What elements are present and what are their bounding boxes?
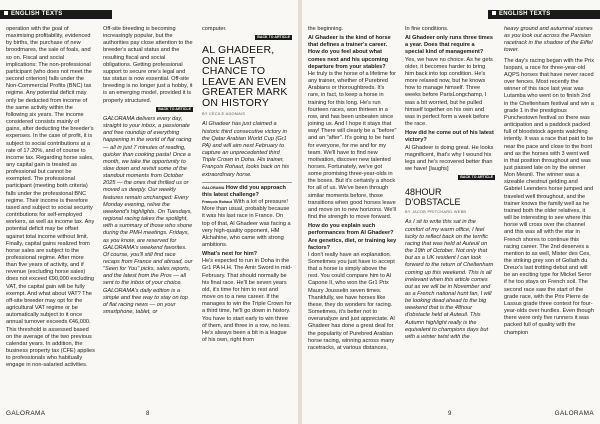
obstacle-intro-end: heavy ground and autumnal scenes as you look out across the Parisian racetrack in the shadow of the Eiffel tower.: [504, 26, 593, 54]
answer-1: With a lot of pressure! More than usual, probably because it was his last race in France. On top of that, Al Ghadeer was facing a very high-quality opponent, HM Alchahine, who came with strong ambitions.: [202, 199, 291, 248]
question-5: Al Ghadeer only runs three times a year. Does that require a special kind of management?: [405, 35, 493, 56]
back-to-article-button[interactable]: BACK TO ARTICLE: [257, 35, 290, 40]
left-column-3: [202, 26, 292, 396]
right-column-2: [405, 26, 495, 396]
question-3: Al Ghadeer is the kind of horse that defines a trainer's career. How do you feel about what comes next and his upcoming departure from your stables?: [308, 35, 391, 70]
continued-text-2: In fine conditions.: [405, 26, 449, 32]
byline: BY CÉCILE ADOMAIS: [202, 112, 246, 117]
divider: [202, 182, 292, 183]
footer-brand-left: GALORAMA: [6, 410, 46, 417]
question-4: How do you explain such performances from Al Ghadeer? Are genetics, diet, or training key factors?: [308, 223, 397, 251]
trainer-label: François Rohaut: [202, 200, 232, 205]
article-title-obstacle: 48HOUR D'OBSTACLE: [405, 187, 461, 208]
square-icon: [492, 11, 496, 15]
breeding-text: Off-site breeding is becoming increasingly popular, but the authorities pay close attention to the breeder's actual status and the resulting fiscal and social obligations. Getting professional support to secure one's legal and tax status is now essential. Off-site breeding is no longer just a hobby, it is an emerging model, provided it is properly structured.: [103, 26, 193, 104]
square-icon: [4, 11, 8, 15]
answer-6: Al Ghadeer is doing great. He looks magnificent, that's why I wound his legs and he's recovered better than we have! [laughs]: [405, 144, 494, 172]
obstacle-intro: As I sit to write this sat in the comfort of my warm office, I feel lucky to reflect back on the terrific racing that was held at Auteuil on the 19th of October. Not only that but as a UK resident I can look forward to the return of Cheltenham coming up this weekend. This is all irrelevant when this article comes out as we will be in November and as a French national hunt fan, I will be looking dead ahead to the big weekend that is the 48hour d'obstacle held at Auteuil. This Autumn highlight really is the equivalent to champions days but with a winter twist with the: [405, 219, 494, 340]
galorama-promo-text: GALORAMA delivers every day, straight to your inbox, a passionate and free roundup of everything happening in the world of flat racing — all in just 7 minutes of reading, quicker than cooking pasta! Once a month, we take the opportunity to slow down and revisit some of the standout moments from October 2025 — the ones that thrilled us or moved us deeply. Our weekly features remain unchanged: Every Monday evening, relive the weekend's highlights. On Tuesdays, regional racing takes the spotlight, with a summary of those who shone during the PMH meetings. Fridays, as you know, are reserved for GALORAMA's weekend favorites. Of course, you'll still find race recaps from France and abroad, our "Seen for You" picks, sales reports, and the latest from the Pros — all sent to the inbox of your choice. GALORAMA's daily edition is a simple and free way to stay on top of flat racing news — on your smartphone, tablet, or: [103, 115, 193, 316]
promo-end-text: computer.: [202, 26, 227, 32]
tax-text: operation with the goal of maximising profitability, evidenced by births, the purchase of new broodmares, the sale of foals, and so on. Fiscal and social implications: The non-professional participant (who does not meet the second criterion) falls under the Non-Commercial Profits (BNC) tax regime. Any potential deficit may only be deducted from income of the same activity within the following six years. The income considered consists mainly of gains, after deducting the breeder's expenses. In the case of profit, it is subject to social contributions at a rate of 17.20%, and of course to income tax. Regarding horse sales, any capital gain is treated as professional but cannot be exempted. The professional participant (meeting both criteria) falls under the professional BNC regime. Their income is therefore taxed and subject to social security contributions for self-employed workers, as well as income tax. Any potential deficit may be offset against total income without limit. Finally, capital gains realized from horse sales are subject to the professional regime. After more than five years of activity, and if revenue (excluding horse sales) does not exceed €90,000 excluding VAT, the capital gain will be fully exempt. And what about VAT? The off-site breeder may opt for the agricultural VAT regime or be automatically subject to it once annual turnover exceeds €46,000. This threshold is assessed based on the average of the two previous calendar years. In addition, the business property tax (CFE) applies to professionals who habitually engage in non-salaried activities.: [6, 26, 95, 369]
page-number-right: 9: [448, 411, 452, 417]
article-title: AL GHADEER, ONE LAST CHANCE TO LEAVE AN EVEN GREATER MARK ON HISTORY: [202, 44, 288, 109]
article-intro: Al Ghadeer has just claimed a historic third consecutive victory in the Qatar Arabian World Cup (Gr1 PA) and will aim next February to capture an unprecedented third Triple Crown in Doha. His trainer, François Rohaut, looks back on his extraordinary horse.: [202, 121, 290, 178]
answer-3: He truly is the horse of a lifetime for any trainer, whether of Purebred Arabians or thoroughbreds. It's rare, in fact, to keep a horse in training for this long. He's run fourteen races, won thirteen in a row, and has been unbeaten since joining us. And I hope it stays that way! There will clearly be a "before" and an "after". It's going to be hard for everyone, for me and for my team. We'll have to find new motivation, discover new talented horses. Fortunately, we've got some promising three-year-olds in the boxes. But it's certainly a shock for all of us. We've been through similar moments before, those transitions when good horses leave and move on to new horizons. We'll find the strength to move forward.: [308, 70, 397, 221]
byline-obstacle: BY JACOB PRITCHARD-WEBB: [405, 210, 467, 215]
right-page: [302, 0, 600, 424]
answer-5: Yes, we have no choice. As he gets older, it becomes harder to bring him back into top condition. He's more relaxed now, but he knows how to manage himself. Three weeks before ParisLongchamp, I was a bit worried, but he pulled himself together on his own and was in perfect form a week before the race.: [405, 56, 493, 128]
galorama-label: GALORAMA: [202, 185, 225, 190]
left-page: [0, 0, 298, 424]
left-column-2: [103, 26, 193, 396]
section-header-right: ENGLISH TEXTS: [488, 10, 600, 19]
section-header-left: ENGLISH TEXTS: [0, 10, 112, 19]
back-to-article-button[interactable]: BACK TO ARTICLE: [460, 175, 493, 180]
left-column-1: [6, 26, 95, 396]
continued-text: the beginning.: [308, 26, 344, 32]
race-report-text: The day's racing began with the Prix Isopani, a race for three-year-old AQPS horses that have never raced over fences. Most recently the winner of this race last year was Lutamba who went on to finish 2nd in the Cheltenham festival and win a grade 1 in the prestigious Punchestown festival so there was anticipation and a paddock packed full of bloodstock agents watching intently. It was a race that paid to be near the pace and close to the front and as the horses with 3 went well in that position throughout and was just passed late on by the winner Mon Mesnil. The winner was a sizeable chestnut gelding and Gabriel Leenders horse jumped and traveled well throughout, and the trainer knows the family well as he trained both the older relatives, it will be interesting to see where this horse will cross over the channel and this was all with the star in French shores to continue this racing career. The 2nd deserves a mention to as well, Mister des Ces, the striking grey son of Goliath du Dreux's last trotting debut and will be an exciting type for Mickel Seror if he too stays on French soil. The second race saw the start of the grade race, with the Prix Pierre de Lassus grade three contest for four-year-olds over hurdles. Even though there were only five runners it was packed full of quality with the champion: [504, 57, 594, 336]
answer-4: I don't really have an explanation. Sometimes you just have to accept that a horse is simply above the rest. You could compare him to Al Capone II, who won the Gr1 Prix Maury Jousselin seven times. Thankfully, we have horses like these, they do wonders for racing. Sometimes, it's better not to overanalyze and just appreciate. Al Ghadeer has done a great deal for the popularity of Purebred Arabian horse racing, winning across many racetracks, at various distances,: [308, 251, 395, 351]
question-6: How did he come out of his latest victory?: [405, 130, 494, 144]
page-number-left: 8: [146, 411, 150, 417]
back-to-article-button[interactable]: BACK TO ARTICLE: [158, 106, 191, 111]
question-1: How did you approach this latest challenge?: [202, 184, 286, 198]
question-2: What's next for him?: [202, 251, 258, 258]
right-column-3: [504, 26, 594, 396]
right-column-1: [308, 26, 397, 396]
answer-2: He's expected to run in Doha in the Gr1 PA H.H. The Amir Sword in mid-February. That should normally be his final race. He'll be seven years old, it's time for him to rest and move on to a new career. If the manages to win the Triple Crown for a third time, he'll go down in history. You have to start early to win three of them, and three in a row, no less. He's always been a bit in a league of his own, right from: [202, 258, 292, 343]
footer-brand-right: GALORAMA: [554, 410, 594, 417]
